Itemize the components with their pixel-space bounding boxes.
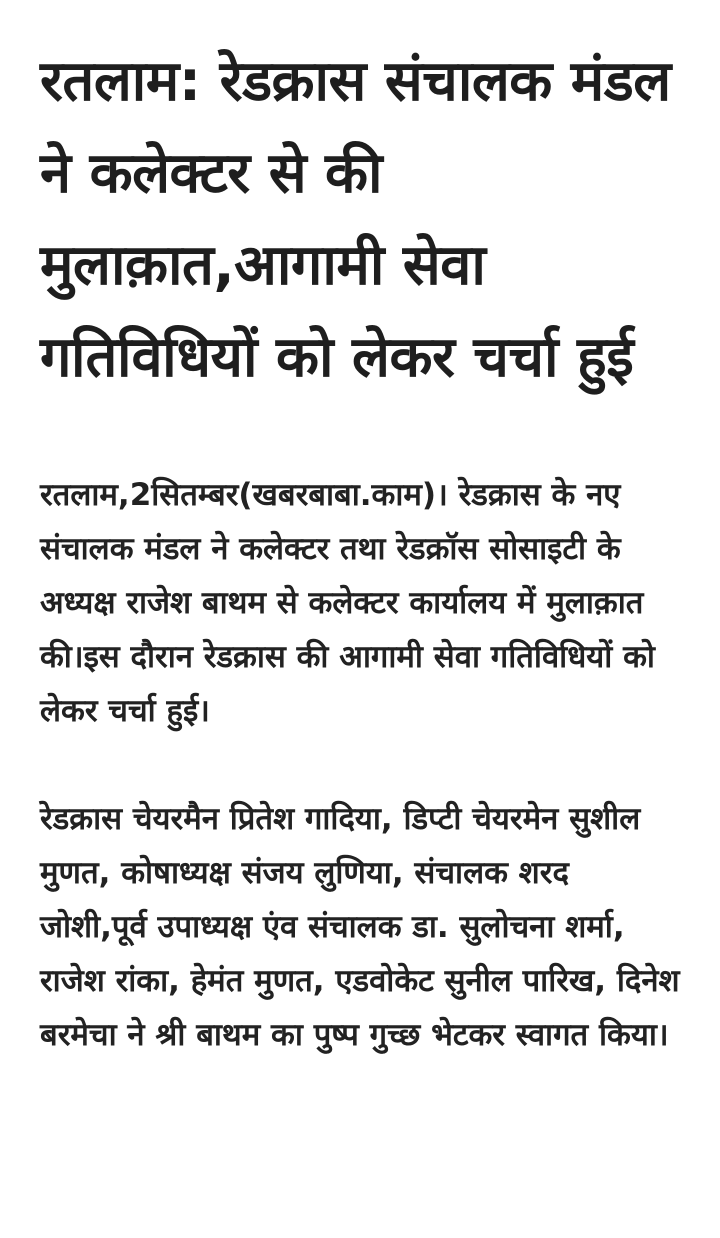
article-headline: रतलाम: रेडक्रास संचालक मंडल ने कलेक्टर से की मुलाक़ात,आगामी सेवा गतिविधियों को लेकर चर्चा हुई [40,49,671,390]
article-paragraph-1: रतलाम,2सितम्बर(खबरबाबा.काम)। रेडक्रास के नए संचालक मंडल ने कलेक्टर तथा रेडक्रॉस सोसाइटी के अध्यक्ष राजेश बाथम से कलेक्टर कार्यालय में मुलाक़ात की।इस दौरान रेडक्रास की आगामी सेवा गतिविधियों को लेकर चर्चा हुई। [40,477,655,729]
news-article [40,36,680,1062]
article-paragraph-2: रेडक्रास चेयरमैन प्रितेश गादिया, डिप्टी चेयरमेन सुशील मुणत, कोषाध्यक्ष संजय लुणिया, संचालक शरद जोशी,पूर्व उपाध्यक्ष एंव संचालक डा. सुलोचना शर्मा, राजेश रांका, हेमंत मुणत, एडवोकेट सुनील पारिख, दिनेश बरमेचा ने श्री बाथम का पुष्प गुच्छ भेटकर स्वागत किया। [40,801,680,1053]
